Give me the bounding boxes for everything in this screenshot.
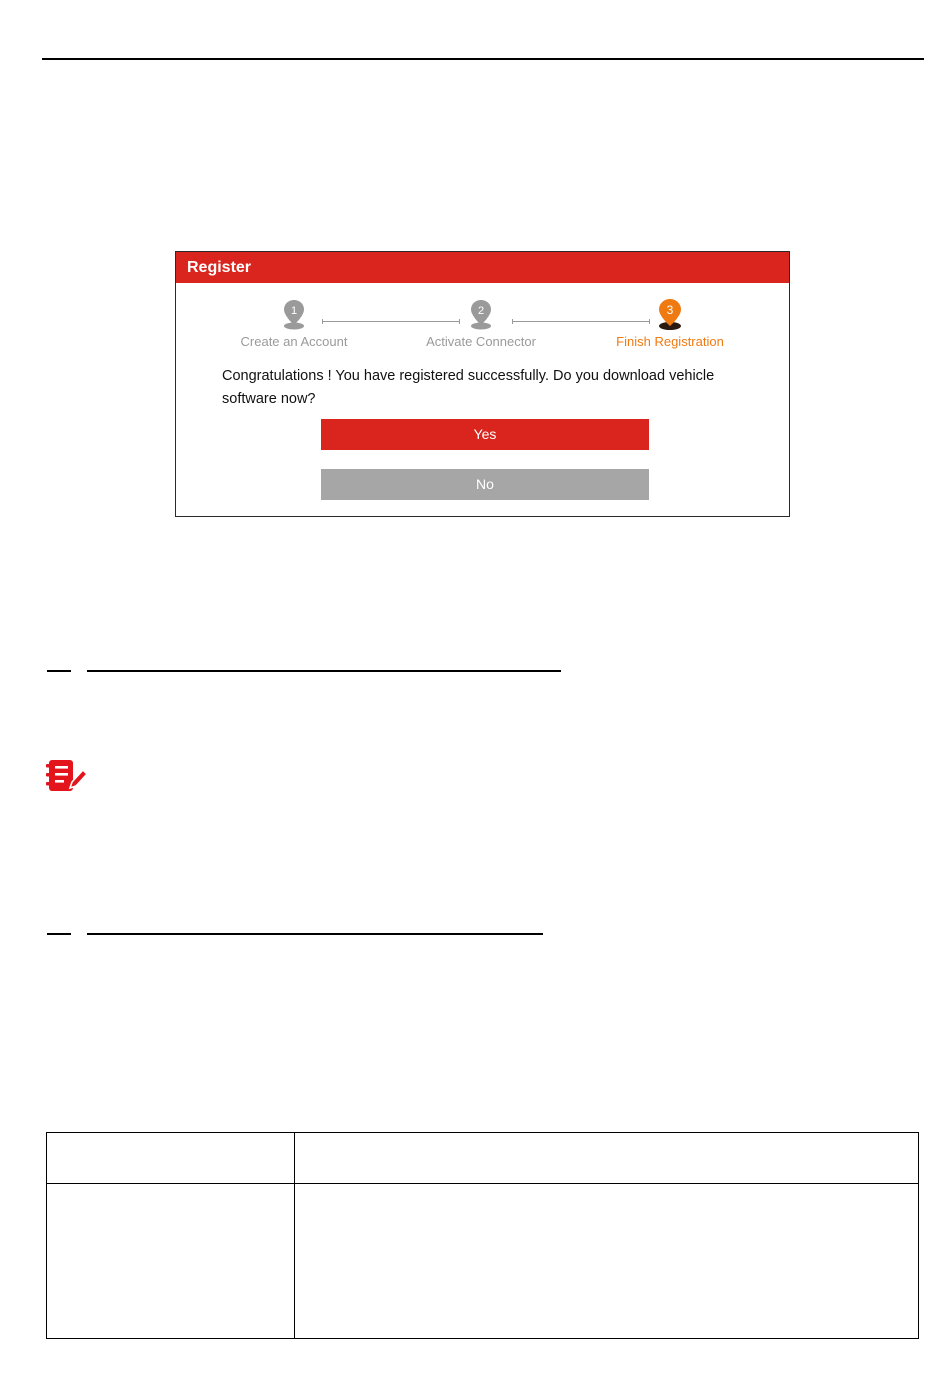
step-label: Finish Registration	[616, 334, 724, 349]
header-rule	[42, 58, 924, 60]
table-cell	[295, 1133, 919, 1184]
step-create-account	[224, 298, 364, 349]
location-pin-icon	[464, 298, 498, 332]
no-button[interactable]: No	[321, 469, 649, 500]
data-table	[46, 1132, 919, 1339]
location-pin-icon	[653, 298, 687, 332]
step-number: 3	[666, 303, 674, 317]
section-heading-rule	[87, 670, 561, 672]
step-activate-connector	[411, 298, 551, 349]
success-message: Congratulations ! You have registered successfully. Do you download vehicle software now?	[222, 368, 715, 407]
step-label: Activate Connector	[426, 334, 536, 349]
register-dialog	[175, 251, 790, 517]
yes-button[interactable]: Yes	[321, 419, 649, 450]
section-heading-rule	[87, 933, 543, 935]
table-cell	[47, 1184, 295, 1339]
table-header-row	[47, 1133, 919, 1184]
step-label: Create an Account	[240, 334, 348, 349]
section-heading-marker	[47, 933, 71, 935]
table-row	[47, 1184, 919, 1339]
step-finish-registration	[600, 298, 740, 349]
dialog-title: Register	[176, 252, 789, 283]
step-number: 1	[290, 305, 298, 317]
step-number: 2	[477, 305, 485, 317]
table-cell	[295, 1184, 919, 1339]
location-pin-icon	[277, 298, 311, 332]
table-cell	[47, 1133, 295, 1184]
section-heading-marker	[47, 670, 71, 672]
note-edit-icon	[45, 758, 89, 794]
